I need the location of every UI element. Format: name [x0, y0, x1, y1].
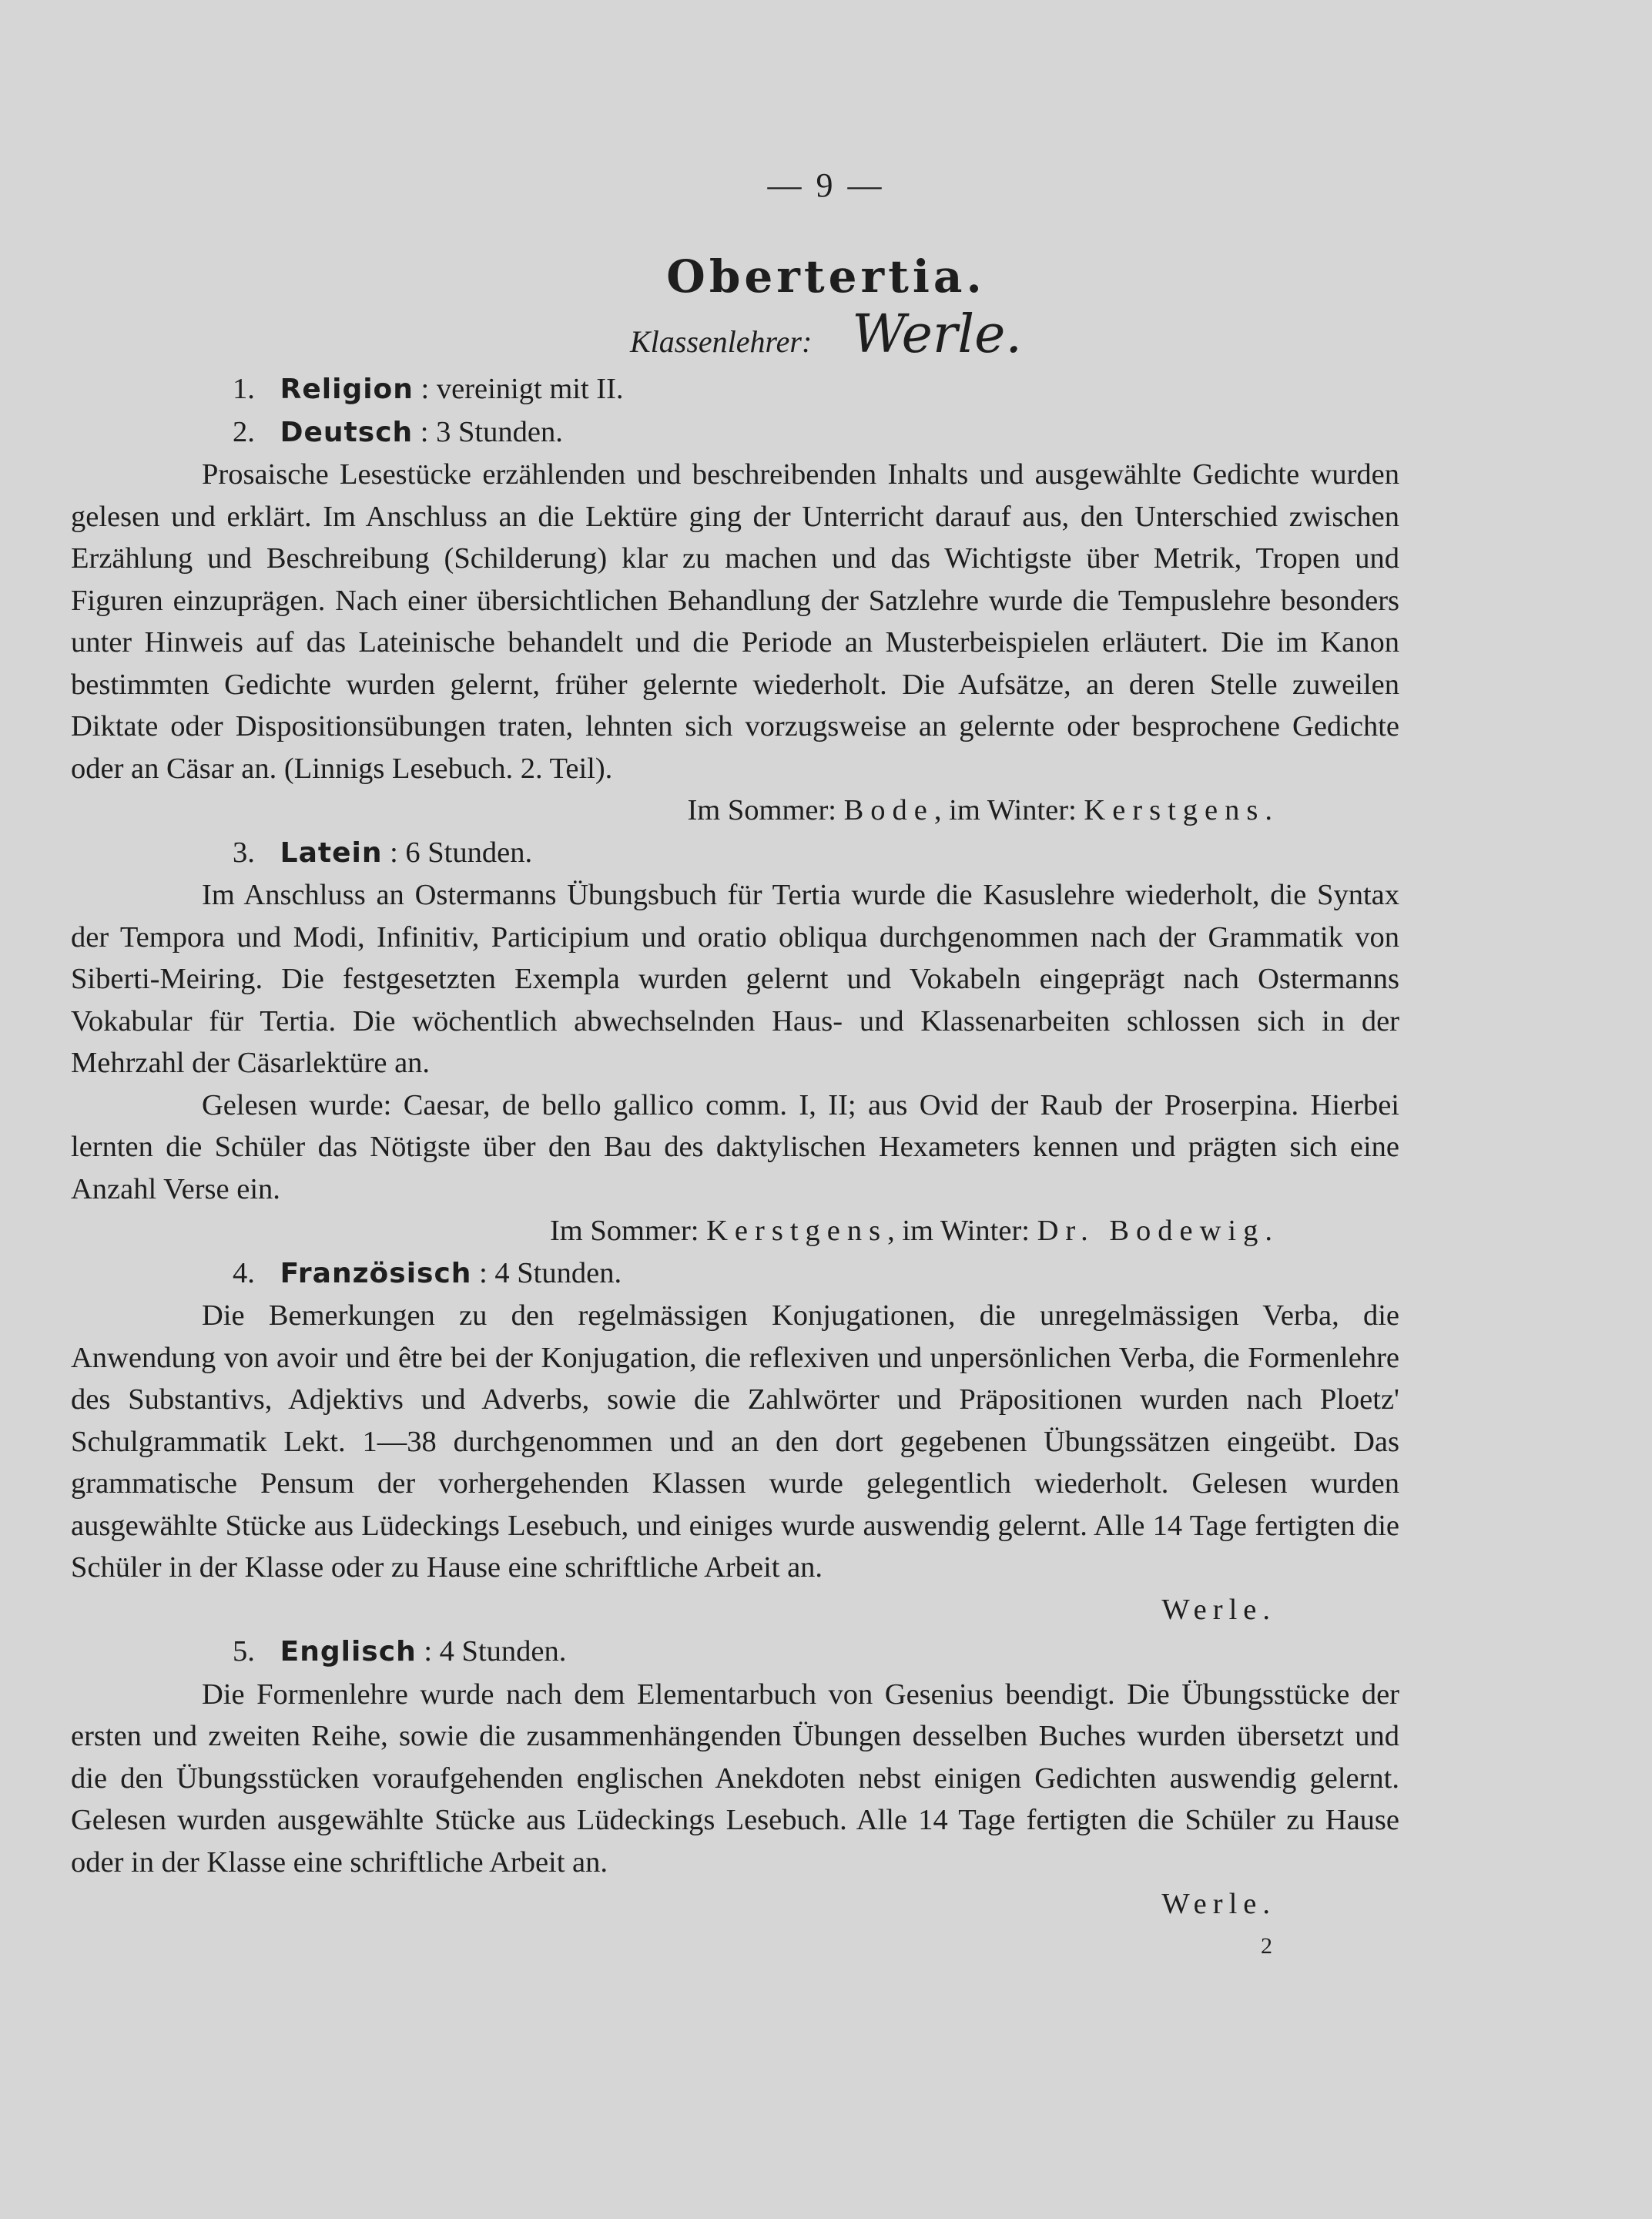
section-number: 3.: [233, 836, 255, 869]
teachers-suffix: .: [1265, 794, 1272, 826]
class-teacher-line: [0, 304, 1652, 365]
page-number: — 9 —: [767, 166, 885, 204]
teacher-label: Klassenlehrer:: [630, 324, 813, 359]
section-subject: Latein: [280, 836, 383, 869]
paragraph-latein-1: Im Anschluss an Ostermanns Übungsbuch für Tertia wurde die Kasuslehre wiederholt, die Syntax der Tempora und Modi, Infinitiv, Participium und oratio obliqua durchgenommen nach der Grammatik von Siberti-Meiring. Die festgesetzten Exempla wurden gelernt und Vokabeln eingeprägt nach Ostermanns Vokabular für Tertia. Die wöchentlich abwechselnden Haus- und Klassenarbeiten schlossen sich in der Mehrzahl der Cäsarlektüre an.: [71, 879, 1399, 1079]
teacher-summer: Kerstgens: [706, 1215, 888, 1247]
teacher-summer: Bode: [843, 794, 934, 826]
section-number: 2.: [233, 415, 255, 448]
section-subject: Deutsch: [280, 416, 414, 448]
teachers-line-deutsch: [71, 789, 1399, 832]
teachers-suffix: .: [1265, 1215, 1272, 1247]
signature-englisch: Werle.: [1161, 1888, 1276, 1920]
section-number: 1.: [233, 373, 255, 405]
sheet-signature-number: 2: [1261, 1932, 1272, 1959]
teacher-winter: Kerstgens: [1084, 794, 1265, 826]
teachers-line-latein: [71, 1210, 1399, 1252]
section-heading-franzoesisch: [71, 1252, 1399, 1296]
teachers-prefix: Im Sommer:: [687, 794, 844, 826]
section-subject: Französisch: [280, 1257, 472, 1289]
section-heading-latein: [71, 832, 1399, 875]
section-subject: Englisch: [280, 1636, 417, 1668]
section-heading-religion: [71, 368, 1399, 411]
section-hours: : 4 Stunden.: [479, 1256, 622, 1289]
signature-franzoesisch: Werle.: [1161, 1593, 1276, 1626]
section-hours: : vereinigt mit II.: [421, 373, 624, 405]
section-heading-englisch: [71, 1631, 1399, 1674]
teachers-mid: , im Winter:: [887, 1215, 1037, 1247]
section-hours: : 4 Stunden.: [424, 1635, 567, 1668]
teachers-prefix: Im Sommer:: [549, 1215, 707, 1247]
paragraph-englisch: Die Formenlehre wurde nach dem Elementarbuch von Gesenius beendigt. Die Übungsstücke der ersten und zweiten Reihe, sowie die zusammenhängenden Übungen desselben Buches wurden übersetzt und die den Übungsstücken voraufgehenden englischen Anekdoten nebst einigen Gedichten auswendig gelernt. Gelesen wurden ausgewählte Stücke aus Lüdeckings Lesebuch. Alle 14 Tage fertigten die Schüler zu Hause oder in der Klasse eine schriftliche Arbeit an.: [71, 1678, 1399, 1879]
paragraph-latein-2: Gelesen wurde: Caesar, de bello gallico comm. I, II; aus Ovid der Raub der Proserpina. Hierbei lernten die Schüler das Nötigste über den Bau des daktylischen Hexameters kennen und prägten sich eine Anzahl Verse ein.: [71, 1088, 1399, 1205]
paragraph-franzoesisch: Die Bemerkungen zu den regelmässigen Konjugationen, die unregelmässigen Verba, die Anwendung von avoir und être bei der Konjugation, die reflexiven und unpersönlichen Verba, die Formenlehre des Substantivs, Adjektivs und Adverbs, sowie die Zahlwörter und Präpositionen wurden nach Ploetz' Schulgrammatik Lekt. 1—38 durchgenommen und an den dort gegebenen Übungssätzen eingeübt. Das grammatische Pensum der vorhergehenden Klassen wurde gelegentlich wiederholt. Gelesen wurden ausgewählte Stücke aus Lüdeckings Lesebuch, und einiges wurde auswendig gelernt. Alle 14 Tage fertigten die Schüler in der Klasse oder zu Hause eine schriftliche Arbeit an.: [71, 1299, 1399, 1584]
section-hours: : 3 Stunden.: [420, 415, 563, 448]
teacher-name: Werle.: [852, 304, 1022, 365]
section-heading-deutsch: [71, 411, 1399, 454]
teacher-winter: Dr. Bodewig: [1037, 1215, 1265, 1247]
section-subject: Religion: [280, 374, 414, 405]
class-title: Obertertia.: [666, 250, 986, 303]
document-body: [71, 368, 1399, 1967]
section-hours: : 6 Stunden.: [390, 836, 533, 869]
section-number: 4.: [233, 1256, 255, 1289]
paragraph-deutsch: Prosaische Lesestücke erzählenden und beschreibenden Inhalts und ausgewählte Gedichte wurden gelesen und erklärt. Im Anschluss an die Lektüre ging der Unterricht darauf aus, den Unterschied zwischen Erzählung und Beschreibung (Schilderung) klar zu machen und das Wichtigste über Metrik, Tropen und Figuren einzuprägen. Nach einer übersichtlichen Behandlung der Satzlehre wurde die Tempuslehre besonders unter Hinweis auf das Lateinische behandelt und die Periode an Musterbeispielen erläutert. Die im Kanon bestimmten Gedichte wurden gelernt, früher gelernte wiederholt. Die Aufsätze, an deren Stelle zuweilen Diktate oder Dispositionsübungen traten, lehnten sich vorzugsweise an gelernte oder besprochene Gedichte oder an Cäsar an. (Linnigs Lesebuch. 2. Teil).: [71, 458, 1399, 785]
section-number: 5.: [233, 1635, 255, 1668]
teachers-mid: , im Winter:: [933, 794, 1084, 826]
